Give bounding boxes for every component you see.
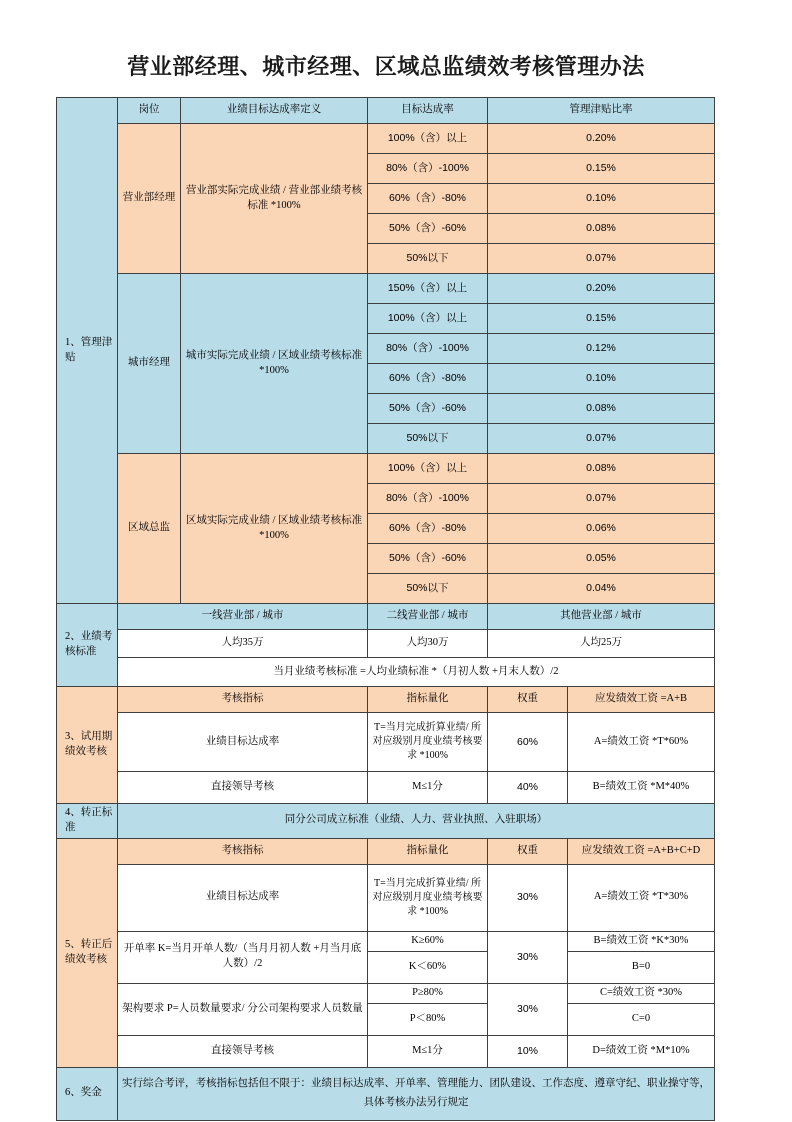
definition-sales-dept-manager: 营业部实际完成业绩 / 营业部业绩考核标准 *100%	[181, 124, 368, 274]
rate-range: 100%（含）以上	[368, 124, 488, 154]
allowance-value: 0.07%	[488, 424, 715, 454]
header-weight: 权重	[488, 838, 568, 864]
rate-range: 80%（含）-100%	[368, 154, 488, 184]
position-sales-dept-manager: 营业部经理	[118, 124, 181, 274]
definition-regional-director: 区域实际完成业绩 / 区域业绩考核标准 *100%	[181, 454, 368, 604]
allowance-value: 0.08%	[488, 454, 715, 484]
definition-city-manager: 城市实际完成业绩 / 区域业绩考核标准 *100%	[181, 274, 368, 454]
payable-structure-high: C=绩效工资 *30%	[568, 983, 715, 1003]
weight-target-achievement: 60%	[488, 713, 568, 772]
indicator-direct-leader-review: 直接领导考核	[118, 1035, 368, 1067]
header-allowance-ratio: 管理津贴比率	[488, 98, 715, 124]
section-label-performance-standard	[57, 604, 118, 687]
quantification-order-rate-high: K≥60%	[368, 931, 488, 951]
allowance-value: 0.06%	[488, 514, 715, 544]
quantification-structure-low: P＜80%	[368, 1003, 488, 1035]
indicator-structure-requirement: 架构要求 P=人员数量要求/ 分公司架构要求人员数量	[118, 983, 368, 1035]
header-quantification: 指标量化	[368, 838, 488, 864]
payable-target-achievement: A=绩效工资 *T*60%	[568, 713, 715, 772]
section2-label: 2、业绩考核标准	[65, 631, 113, 657]
section6-label: 6、奖金	[65, 1087, 102, 1099]
rate-range: 100%（含）以上	[368, 304, 488, 334]
page-title: 营业部经理、城市经理、区域总监绩效考核管理办法	[127, 54, 645, 79]
payable-order-rate-high: B=绩效工资 *K*30%	[568, 931, 715, 951]
payable-direct-leader-review: B=绩效工资 *M*40%	[568, 772, 715, 804]
quantification-structure-high: P≥80%	[368, 983, 488, 1003]
rate-range: 50%（含）-60%	[368, 544, 488, 574]
section-label-management-allowance	[57, 98, 118, 604]
regularization-standard-text: 同分公司成立标准（业绩、人力、营业执照、入驻职场）	[118, 804, 715, 839]
value-tier1-branch: 人均35万	[118, 630, 368, 658]
table-row	[57, 630, 715, 658]
performance-standard-formula: 当月业绩考核标准 =人均业绩标准 *（月初人数 +月末人数）/2	[118, 658, 715, 687]
header-payable-performance-pay: 应发绩效工资 =A+B+C+D	[568, 838, 715, 864]
section-label-bonus	[57, 1067, 118, 1120]
allowance-value: 0.08%	[488, 394, 715, 424]
rate-range: 60%（含）-80%	[368, 514, 488, 544]
table-row	[57, 838, 715, 864]
section-label-postregular-appraisal	[57, 838, 118, 1067]
allowance-value: 0.04%	[488, 574, 715, 604]
position-regional-director: 区域总监	[118, 454, 181, 604]
header-quantification: 指标量化	[368, 687, 488, 713]
weight-structure-requirement: 30%	[488, 983, 568, 1035]
header-position: 岗位	[118, 98, 181, 124]
quantification-order-rate-low: K＜60%	[368, 951, 488, 983]
allowance-value: 0.15%	[488, 154, 715, 184]
rate-range: 50%以下	[368, 244, 488, 274]
quantification-target-achievement: T=当月完成折算业绩/ 所对应级别月度业绩考核要求 *100%	[368, 864, 488, 931]
payable-structure-low: C=0	[568, 1003, 715, 1035]
table-row	[57, 931, 715, 951]
weight-target-achievement: 30%	[488, 864, 568, 931]
section-label-probation-appraisal	[57, 687, 118, 804]
rate-range: 50%（含）-60%	[368, 394, 488, 424]
header-payable-performance-pay: 应发绩效工资 =A+B	[568, 687, 715, 713]
allowance-value: 0.07%	[488, 484, 715, 514]
table-row	[57, 983, 715, 1003]
performance-policy-table	[56, 97, 715, 1121]
allowance-value: 0.10%	[488, 364, 715, 394]
payable-order-rate-low: B=0	[568, 951, 715, 983]
allowance-value: 0.07%	[488, 244, 715, 274]
table-row	[57, 1035, 715, 1067]
allowance-value: 0.08%	[488, 214, 715, 244]
position-city-manager: 城市经理	[118, 274, 181, 454]
rate-range: 50%以下	[368, 574, 488, 604]
allowance-value: 0.20%	[488, 124, 715, 154]
header-achievement-rate: 目标达成率	[368, 98, 488, 124]
header-definition: 业绩目标达成率定义	[181, 98, 368, 124]
payable-target-achievement: A=绩效工资 *T*30%	[568, 864, 715, 931]
header-tier2-branch: 二线营业部 / 城市	[368, 604, 488, 630]
weight-order-rate: 30%	[488, 931, 568, 983]
header-tier1-branch: 一线营业部 / 城市	[118, 604, 368, 630]
section3-label: 3、试用期绩效考核	[65, 731, 113, 757]
rate-range: 50%（含）-60%	[368, 214, 488, 244]
table-row	[57, 772, 715, 804]
rate-range: 60%（含）-80%	[368, 364, 488, 394]
table-row	[57, 274, 715, 304]
allowance-value: 0.15%	[488, 304, 715, 334]
indicator-target-achievement: 业绩目标达成率	[118, 864, 368, 931]
allowance-value: 0.05%	[488, 544, 715, 574]
rate-range: 60%（含）-80%	[368, 184, 488, 214]
table-row	[57, 713, 715, 772]
section4-label: 4、转正标准	[65, 807, 113, 833]
weight-direct-leader-review: 40%	[488, 772, 568, 804]
weight-direct-leader-review: 10%	[488, 1035, 568, 1067]
allowance-value: 0.10%	[488, 184, 715, 214]
table-row	[57, 604, 715, 630]
value-tier2-branch: 人均30万	[368, 630, 488, 658]
header-appraisal-indicator: 考核指标	[118, 838, 368, 864]
header-other-branch: 其他营业部 / 城市	[488, 604, 715, 630]
section5-label: 5、转正后绩效考核	[65, 938, 113, 965]
payable-direct-leader-review: D=绩效工资 *M*10%	[568, 1035, 715, 1067]
allowance-value: 0.20%	[488, 274, 715, 304]
table-row	[57, 658, 715, 687]
table-row	[57, 864, 715, 931]
table-row	[57, 687, 715, 713]
quantification-direct-leader-review: M≤1分	[368, 1035, 488, 1067]
section-label-regularization-standard	[57, 804, 118, 839]
rate-range: 80%（含）-100%	[368, 484, 488, 514]
rate-range: 50%以下	[368, 424, 488, 454]
table-row	[57, 454, 715, 484]
indicator-direct-leader-review: 直接领导考核	[118, 772, 368, 804]
bonus-policy-text: 实行综合考评，考核指标包括但不限于：业绩目标达成率、开单率、管理能力、团队建设、工作态度、遵章守纪、职业操守等，具体考核办法另行规定	[118, 1067, 715, 1120]
header-weight: 权重	[488, 687, 568, 713]
table-row	[57, 98, 715, 124]
section1-label: 1、管理津贴	[65, 336, 113, 363]
rate-range: 80%（含）-100%	[368, 334, 488, 364]
indicator-target-achievement: 业绩目标达成率	[118, 713, 368, 772]
rate-range: 100%（含）以上	[368, 454, 488, 484]
header-appraisal-indicator: 考核指标	[118, 687, 368, 713]
rate-range: 150%（含）以上	[368, 274, 488, 304]
table-row	[57, 124, 715, 154]
value-other-branch: 人均25万	[488, 630, 715, 658]
allowance-value: 0.12%	[488, 334, 715, 364]
quantification-target-achievement: T=当月完成折算业绩/ 所对应级别月度业绩考核要求 *100%	[368, 713, 488, 772]
indicator-order-rate: 开单率 K=当月开单人数/（当月月初人数 +月当月底人数）/2	[118, 931, 368, 983]
table-row	[57, 804, 715, 839]
quantification-direct-leader-review: M≤1分	[368, 772, 488, 804]
table-row	[57, 1067, 715, 1120]
